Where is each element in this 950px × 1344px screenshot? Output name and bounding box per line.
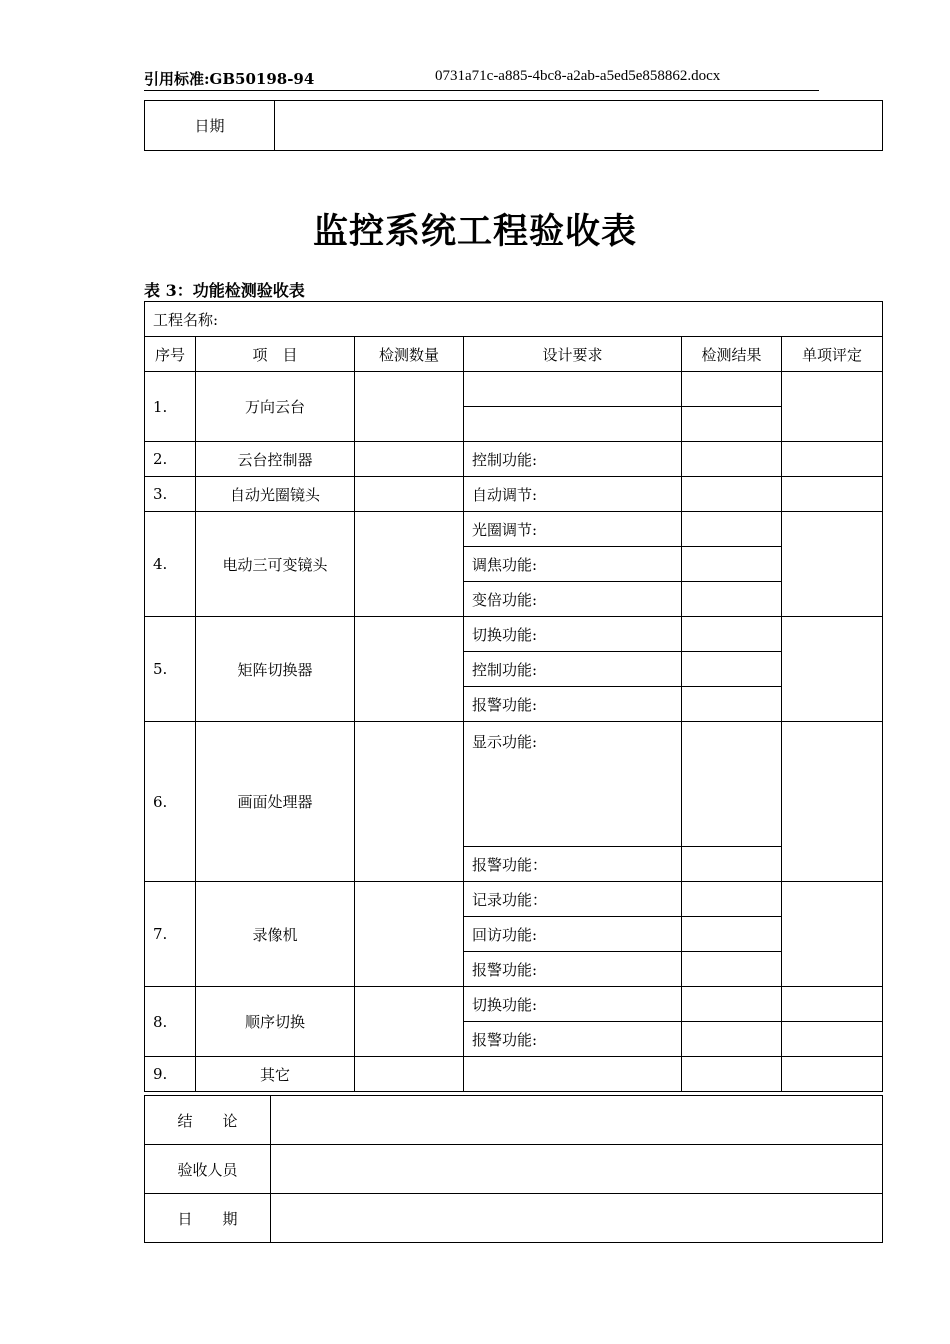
result-cell[interactable] bbox=[682, 582, 782, 617]
table-row bbox=[145, 477, 883, 512]
quantity-cell[interactable] bbox=[355, 722, 464, 882]
requirement-cell[interactable]: 自动调节: bbox=[464, 477, 682, 512]
row-number: 6. bbox=[145, 722, 196, 882]
requirement-cell[interactable]: 显示功能: bbox=[464, 722, 682, 847]
table-row bbox=[145, 722, 883, 847]
requirement-cell[interactable]: 控制功能: bbox=[464, 442, 682, 477]
quantity-cell[interactable] bbox=[355, 882, 464, 987]
result-cell[interactable] bbox=[682, 442, 782, 477]
table-row bbox=[145, 101, 883, 151]
inspectors-value-cell[interactable] bbox=[271, 1145, 883, 1194]
quantity-cell[interactable] bbox=[355, 987, 464, 1057]
rating-cell[interactable] bbox=[782, 442, 883, 477]
result-cell[interactable] bbox=[682, 1057, 782, 1092]
rating-cell[interactable] bbox=[782, 372, 883, 442]
requirement-cell[interactable]: 调焦功能: bbox=[464, 547, 682, 582]
result-cell[interactable] bbox=[682, 652, 782, 687]
requirement-cell[interactable]: 报警功能: bbox=[464, 952, 682, 987]
footer-date-value-cell[interactable] bbox=[271, 1194, 883, 1243]
table-row bbox=[145, 302, 883, 337]
item-name: 其它 bbox=[196, 1057, 355, 1092]
conclusion-label: 结 论 bbox=[145, 1096, 271, 1145]
result-cell[interactable] bbox=[682, 372, 782, 407]
table-header-row bbox=[145, 337, 883, 372]
item-name: 画面处理器 bbox=[196, 722, 355, 882]
requirement-cell[interactable] bbox=[464, 407, 682, 442]
result-cell[interactable] bbox=[682, 987, 782, 1022]
table-row bbox=[145, 1096, 883, 1145]
date-value-cell[interactable] bbox=[275, 101, 883, 151]
requirement-cell[interactable]: 切换功能: bbox=[464, 987, 682, 1022]
item-name: 录像机 bbox=[196, 882, 355, 987]
rating-cell[interactable] bbox=[782, 722, 883, 882]
project-name-label[interactable]: 工程名称: bbox=[145, 302, 883, 337]
table-subtitle: 表 3：功能检测验收表 bbox=[144, 281, 305, 300]
table-row bbox=[145, 1057, 883, 1092]
rating-cell[interactable] bbox=[782, 617, 883, 722]
requirement-cell[interactable] bbox=[464, 1057, 682, 1092]
item-name: 云台控制器 bbox=[196, 442, 355, 477]
row-number: 9. bbox=[145, 1057, 196, 1092]
requirement-cell[interactable]: 报警功能： bbox=[464, 847, 682, 882]
table-row bbox=[145, 882, 883, 917]
date-label: 日期 bbox=[145, 101, 275, 151]
quantity-cell[interactable] bbox=[355, 477, 464, 512]
requirement-cell[interactable]: 控制功能: bbox=[464, 652, 682, 687]
standard-reference: 引用标准:GB50198-94 bbox=[144, 70, 315, 88]
result-cell[interactable] bbox=[682, 477, 782, 512]
result-cell[interactable] bbox=[682, 547, 782, 582]
table-row bbox=[145, 1145, 883, 1194]
item-name: 万向云台 bbox=[196, 372, 355, 442]
quantity-cell[interactable] bbox=[355, 512, 464, 617]
function-test-table bbox=[144, 301, 883, 1092]
requirement-cell[interactable]: 变倍功能: bbox=[464, 582, 682, 617]
result-cell[interactable] bbox=[682, 407, 782, 442]
result-cell[interactable] bbox=[682, 847, 782, 882]
result-cell[interactable] bbox=[682, 617, 782, 652]
column-header: 序号 bbox=[145, 337, 196, 372]
requirement-cell[interactable]: 回访功能: bbox=[464, 917, 682, 952]
top-date-table bbox=[144, 100, 883, 151]
column-header: 设计要求 bbox=[464, 337, 682, 372]
rating-cell[interactable] bbox=[782, 882, 883, 987]
table-row bbox=[145, 512, 883, 547]
table-row bbox=[145, 1194, 883, 1243]
item-name: 电动三可变镜头 bbox=[196, 512, 355, 617]
row-number: 3. bbox=[145, 477, 196, 512]
table-row bbox=[145, 617, 883, 652]
quantity-cell[interactable] bbox=[355, 372, 464, 442]
rating-cell[interactable] bbox=[782, 1022, 883, 1057]
table-row bbox=[145, 442, 883, 477]
requirement-cell[interactable]: 记录功能： bbox=[464, 882, 682, 917]
result-cell[interactable] bbox=[682, 1022, 782, 1057]
quantity-cell[interactable] bbox=[355, 617, 464, 722]
result-cell[interactable] bbox=[682, 917, 782, 952]
document-filename: 0731a71c-a885-4bc8-a2ab-a5ed5e858862.docx bbox=[435, 68, 721, 84]
result-cell[interactable] bbox=[682, 512, 782, 547]
row-number: 8. bbox=[145, 987, 196, 1057]
signoff-table bbox=[144, 1095, 883, 1243]
row-number: 5. bbox=[145, 617, 196, 722]
requirement-cell[interactable]: 报警功能: bbox=[464, 687, 682, 722]
requirement-cell[interactable]: 报警功能: bbox=[464, 1022, 682, 1057]
row-number: 4. bbox=[145, 512, 196, 617]
quantity-cell[interactable] bbox=[355, 442, 464, 477]
footer-date-label: 日 期 bbox=[145, 1194, 271, 1243]
result-cell[interactable] bbox=[682, 952, 782, 987]
item-name: 矩阵切换器 bbox=[196, 617, 355, 722]
item-name: 顺序切换 bbox=[196, 987, 355, 1057]
rating-cell[interactable] bbox=[782, 512, 883, 617]
rating-cell[interactable] bbox=[782, 477, 883, 512]
page-header bbox=[144, 68, 819, 91]
result-cell[interactable] bbox=[682, 722, 782, 847]
requirement-cell[interactable]: 切换功能: bbox=[464, 617, 682, 652]
requirement-cell[interactable]: 光圈调节: bbox=[464, 512, 682, 547]
column-header: 项 目 bbox=[196, 337, 355, 372]
rating-cell[interactable] bbox=[782, 1057, 883, 1092]
row-number: 2. bbox=[145, 442, 196, 477]
column-header: 检测数量 bbox=[355, 337, 464, 372]
result-cell[interactable] bbox=[682, 687, 782, 722]
result-cell[interactable] bbox=[682, 882, 782, 917]
table-row bbox=[145, 372, 883, 407]
page-title: 监控系统工程验收表 bbox=[312, 211, 637, 252]
conclusion-value-cell[interactable] bbox=[271, 1096, 883, 1145]
row-number: 1. bbox=[145, 372, 196, 442]
requirement-cell[interactable] bbox=[464, 372, 682, 407]
inspectors-label: 验收人员 bbox=[145, 1145, 271, 1194]
quantity-cell[interactable] bbox=[355, 1057, 464, 1092]
row-number: 7. bbox=[145, 882, 196, 987]
rating-cell[interactable] bbox=[782, 987, 883, 1022]
table-row bbox=[145, 987, 883, 1022]
column-header: 单项评定 bbox=[782, 337, 883, 372]
column-header: 检测结果 bbox=[682, 337, 782, 372]
item-name: 自动光圈镜头 bbox=[196, 477, 355, 512]
